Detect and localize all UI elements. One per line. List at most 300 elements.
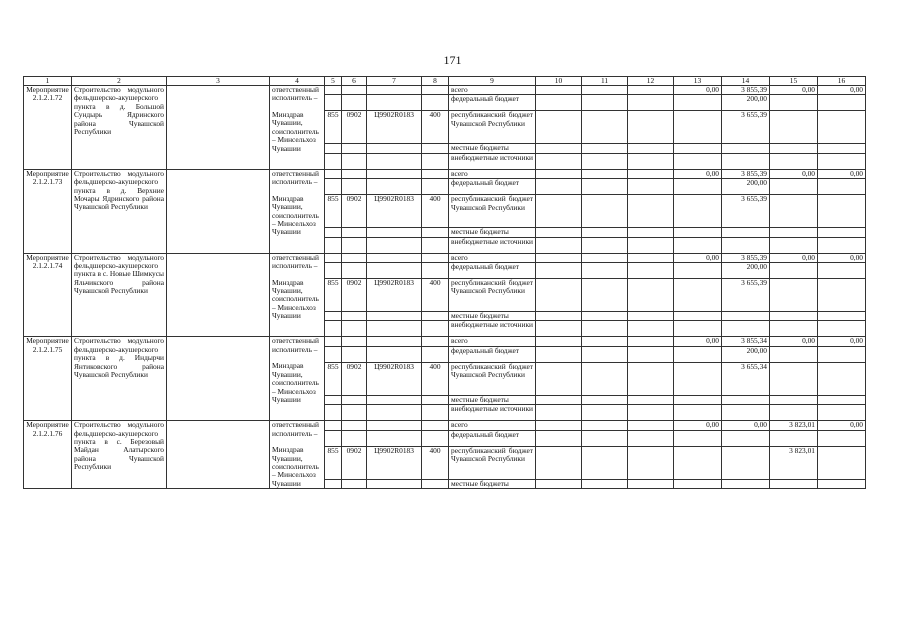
code-rzpr: 0902 <box>342 446 367 479</box>
empty-cell <box>325 430 342 446</box>
event-id: Мероприятие 2.1.2.1.75 <box>24 337 72 421</box>
funding-source: всего <box>449 253 536 262</box>
empty-cell <box>342 253 367 262</box>
empty-cell <box>674 279 722 312</box>
empty-cell <box>536 430 582 446</box>
empty-cell <box>536 179 582 195</box>
empty-cell <box>770 405 818 421</box>
empty-cell <box>536 395 582 404</box>
event-id: Мероприятие 2.1.2.1.76 <box>24 421 72 489</box>
empty-cell <box>367 86 422 95</box>
empty-cell <box>722 405 770 421</box>
empty-cell <box>674 446 722 479</box>
header-cell: 10 <box>536 77 582 86</box>
empty-cell <box>582 144 628 153</box>
empty-cell <box>674 362 722 395</box>
empty-cell <box>582 337 628 346</box>
funding-source: всего <box>449 421 536 430</box>
empty-cell <box>367 237 422 253</box>
empty-cell <box>367 228 422 237</box>
empty-cell <box>422 479 449 488</box>
empty-cell <box>325 153 342 169</box>
value-cell: 3 855,39 <box>722 169 770 178</box>
empty-cell <box>422 421 449 430</box>
empty-cell <box>582 153 628 169</box>
empty-cell <box>722 237 770 253</box>
responsible-top: ответственный исполнитель – <box>270 86 325 111</box>
responsible-bottom: Минздрав Чувашии, соисполнитель – Минсельхоз Чувашии <box>270 195 325 253</box>
empty-cell <box>536 362 582 395</box>
empty-cell <box>674 263 722 279</box>
empty-cell <box>367 479 422 488</box>
header-cell: 7 <box>367 77 422 86</box>
empty-cell <box>342 430 367 446</box>
empty-cell <box>536 95 582 111</box>
code-csr: Ц9902R0183 <box>367 195 422 228</box>
empty-cell <box>536 479 582 488</box>
event-name: Строительство модульного фельдшерско-акушерского пункта в с. Новые Шимкусы Яльчикского района Чувашской Республики <box>72 253 167 337</box>
value-cell: 3 855,39 <box>722 253 770 262</box>
header-row <box>24 77 866 86</box>
empty-cell <box>722 446 770 479</box>
empty-cell <box>770 263 818 279</box>
empty-cell <box>325 405 342 421</box>
responsible-bottom: Минздрав Чувашии, соисполнитель – Минсельхоз Чувашии <box>270 111 325 169</box>
code-grbs: 855 <box>325 362 342 395</box>
empty-cell <box>818 346 866 362</box>
empty-cell <box>628 153 674 169</box>
empty-cell <box>582 346 628 362</box>
code-vr: 400 <box>422 111 449 144</box>
funding-source: местные бюджеты <box>449 395 536 404</box>
empty-cell <box>818 321 866 337</box>
empty-cell <box>325 337 342 346</box>
funding-source: внебюджетные источники <box>449 405 536 421</box>
empty-cell <box>167 86 270 170</box>
code-csr: Ц9902R0183 <box>367 111 422 144</box>
empty-cell <box>628 337 674 346</box>
empty-cell <box>342 179 367 195</box>
responsible-bottom: Минздрав Чувашии, соисполнитель – Минсельхоз Чувашии <box>270 362 325 420</box>
empty-cell <box>818 479 866 488</box>
value-cell: 200,00 <box>722 179 770 195</box>
empty-cell <box>770 479 818 488</box>
code-rzpr: 0902 <box>342 362 367 395</box>
value-cell: 0,00 <box>674 169 722 178</box>
empty-cell <box>770 195 818 228</box>
code-vr: 400 <box>422 446 449 479</box>
value-cell: 0,00 <box>818 337 866 346</box>
event-name: Строительство модульного фельдшерско-акушерского пункта в с. Березовый Майдан Алатырского района Чувашской Республики <box>72 421 167 489</box>
empty-cell <box>582 86 628 95</box>
empty-cell <box>582 312 628 321</box>
empty-cell <box>536 337 582 346</box>
empty-cell <box>536 86 582 95</box>
empty-cell <box>367 421 422 430</box>
responsible-top: ответственный исполнитель – <box>270 337 325 362</box>
empty-cell <box>818 179 866 195</box>
code-rzpr: 0902 <box>342 279 367 312</box>
empty-cell <box>325 253 342 262</box>
header-cell: 3 <box>167 77 270 86</box>
empty-cell <box>422 321 449 337</box>
header-cell: 13 <box>674 77 722 86</box>
empty-cell <box>422 228 449 237</box>
empty-cell <box>770 95 818 111</box>
empty-cell <box>367 346 422 362</box>
empty-cell <box>628 346 674 362</box>
funding-source: республиканский бюджет Чувашской Республики <box>449 362 536 395</box>
empty-cell <box>674 321 722 337</box>
event-id: Мероприятие 2.1.2.1.74 <box>24 253 72 337</box>
empty-cell <box>770 144 818 153</box>
empty-cell <box>422 237 449 253</box>
empty-cell <box>422 395 449 404</box>
empty-cell <box>818 312 866 321</box>
empty-cell <box>674 237 722 253</box>
code-csr: Ц9902R0183 <box>367 362 422 395</box>
empty-cell <box>770 395 818 404</box>
empty-cell <box>367 153 422 169</box>
empty-cell <box>342 421 367 430</box>
empty-cell <box>325 346 342 362</box>
empty-cell <box>582 395 628 404</box>
empty-cell <box>422 253 449 262</box>
empty-cell <box>674 405 722 421</box>
empty-cell <box>582 362 628 395</box>
empty-cell <box>628 395 674 404</box>
empty-cell <box>422 144 449 153</box>
empty-cell <box>818 395 866 404</box>
empty-cell <box>628 95 674 111</box>
empty-cell <box>342 405 367 421</box>
empty-cell <box>582 253 628 262</box>
empty-cell <box>582 111 628 144</box>
empty-cell <box>674 95 722 111</box>
value-cell: 0,00 <box>770 169 818 178</box>
empty-cell <box>770 430 818 446</box>
empty-cell <box>770 321 818 337</box>
empty-cell <box>722 228 770 237</box>
funding-source: федеральный бюджет <box>449 95 536 111</box>
empty-cell <box>628 405 674 421</box>
value-cell: 0,00 <box>770 337 818 346</box>
funding-source: федеральный бюджет <box>449 263 536 279</box>
empty-cell <box>674 346 722 362</box>
empty-cell <box>325 237 342 253</box>
empty-cell <box>536 279 582 312</box>
empty-cell <box>628 279 674 312</box>
empty-cell <box>325 144 342 153</box>
empty-cell <box>628 253 674 262</box>
empty-cell <box>536 111 582 144</box>
value-cell: 200,00 <box>722 346 770 362</box>
value-cell: 0,00 <box>818 86 866 95</box>
empty-cell <box>722 312 770 321</box>
empty-cell <box>818 111 866 144</box>
empty-cell <box>770 153 818 169</box>
funding-source: республиканский бюджет Чувашской Республики <box>449 195 536 228</box>
funding-source: внебюджетные источники <box>449 153 536 169</box>
event-id: Мероприятие 2.1.2.1.73 <box>24 169 72 253</box>
header-cell: 12 <box>628 77 674 86</box>
code-grbs: 855 <box>325 111 342 144</box>
code-rzpr: 0902 <box>342 195 367 228</box>
empty-cell <box>722 395 770 404</box>
empty-cell <box>422 95 449 111</box>
funding-source: местные бюджеты <box>449 479 536 488</box>
empty-cell <box>818 195 866 228</box>
empty-cell <box>342 321 367 337</box>
empty-cell <box>536 346 582 362</box>
funding-source: местные бюджеты <box>449 144 536 153</box>
empty-cell <box>536 421 582 430</box>
empty-cell <box>770 111 818 144</box>
empty-cell <box>536 446 582 479</box>
empty-cell <box>818 263 866 279</box>
empty-cell <box>582 95 628 111</box>
header-cell: 14 <box>722 77 770 86</box>
event-name: Строительство модульного фельдшерско-акушерского пункта в д. Верхние Мочары Ядринского района Чувашской Республики <box>72 169 167 253</box>
funding-source: федеральный бюджет <box>449 430 536 446</box>
empty-cell <box>536 195 582 228</box>
empty-cell <box>770 346 818 362</box>
empty-cell <box>536 321 582 337</box>
empty-cell <box>722 430 770 446</box>
empty-cell <box>167 337 270 421</box>
empty-cell <box>342 395 367 404</box>
budget-table <box>23 76 866 489</box>
empty-cell <box>722 144 770 153</box>
funding-source: внебюджетные источники <box>449 237 536 253</box>
empty-cell <box>422 179 449 195</box>
empty-cell <box>422 86 449 95</box>
value-cell: 3 655,39 <box>722 195 770 228</box>
empty-cell <box>628 312 674 321</box>
empty-cell <box>582 228 628 237</box>
header-cell: 11 <box>582 77 628 86</box>
value-cell: 3 855,39 <box>722 86 770 95</box>
page-number: 171 <box>443 53 462 67</box>
empty-cell <box>628 321 674 337</box>
value-cell: 3 655,39 <box>722 111 770 144</box>
header-cell: 1 <box>24 77 72 86</box>
value-cell: 3 855,34 <box>722 337 770 346</box>
header-cell: 16 <box>818 77 866 86</box>
empty-cell <box>582 321 628 337</box>
empty-cell <box>367 179 422 195</box>
responsible-bottom: Минздрав Чувашии, соисполнитель – Минсельхоз Чувашии <box>270 279 325 337</box>
responsible-top: ответственный исполнитель – <box>270 421 325 446</box>
empty-cell <box>325 86 342 95</box>
header-cell: 8 <box>422 77 449 86</box>
table-row <box>24 253 866 262</box>
empty-cell <box>770 179 818 195</box>
empty-cell <box>367 337 422 346</box>
funding-source: республиканский бюджет Чувашской Республики <box>449 111 536 144</box>
empty-cell <box>722 479 770 488</box>
value-cell: 0,00 <box>674 421 722 430</box>
empty-cell <box>325 179 342 195</box>
empty-cell <box>582 405 628 421</box>
empty-cell <box>674 153 722 169</box>
empty-cell <box>536 237 582 253</box>
empty-cell <box>422 153 449 169</box>
funding-source: федеральный бюджет <box>449 346 536 362</box>
empty-cell <box>582 169 628 178</box>
code-grbs: 855 <box>325 446 342 479</box>
code-vr: 400 <box>422 362 449 395</box>
header-cell: 4 <box>270 77 325 86</box>
empty-cell <box>536 144 582 153</box>
empty-cell <box>770 237 818 253</box>
value-cell: 0,00 <box>770 86 818 95</box>
empty-cell <box>342 312 367 321</box>
code-rzpr: 0902 <box>342 111 367 144</box>
value-cell: 0,00 <box>722 421 770 430</box>
empty-cell <box>818 405 866 421</box>
code-csr: Ц9902R0183 <box>367 279 422 312</box>
empty-cell <box>818 446 866 479</box>
empty-cell <box>342 169 367 178</box>
empty-cell <box>628 479 674 488</box>
empty-cell <box>722 321 770 337</box>
code-csr: Ц9902R0183 <box>367 446 422 479</box>
empty-cell <box>628 362 674 395</box>
empty-cell <box>628 421 674 430</box>
empty-cell <box>536 169 582 178</box>
empty-cell <box>325 395 342 404</box>
value-cell: 3 823,01 <box>770 446 818 479</box>
header-cell: 6 <box>342 77 367 86</box>
funding-source: местные бюджеты <box>449 312 536 321</box>
table-row <box>24 421 866 430</box>
empty-cell <box>770 362 818 395</box>
funding-source: республиканский бюджет Чувашской Республики <box>449 446 536 479</box>
value-cell: 0,00 <box>818 253 866 262</box>
empty-cell <box>536 263 582 279</box>
empty-cell <box>167 253 270 337</box>
empty-cell <box>367 312 422 321</box>
empty-cell <box>818 362 866 395</box>
empty-cell <box>325 228 342 237</box>
empty-cell <box>342 237 367 253</box>
empty-cell <box>628 144 674 153</box>
table-row <box>24 337 866 346</box>
empty-cell <box>770 279 818 312</box>
value-cell: 0,00 <box>674 86 722 95</box>
empty-cell <box>367 253 422 262</box>
empty-cell <box>818 144 866 153</box>
empty-cell <box>536 253 582 262</box>
empty-cell <box>628 195 674 228</box>
empty-cell <box>342 228 367 237</box>
empty-cell <box>628 446 674 479</box>
empty-cell <box>536 153 582 169</box>
empty-cell <box>325 312 342 321</box>
value-cell: 200,00 <box>722 263 770 279</box>
empty-cell <box>628 111 674 144</box>
empty-cell <box>582 195 628 228</box>
empty-cell <box>325 263 342 279</box>
empty-cell <box>367 169 422 178</box>
event-id: Мероприятие 2.1.2.1.72 <box>24 86 72 170</box>
empty-cell <box>367 395 422 404</box>
empty-cell <box>674 228 722 237</box>
empty-cell <box>582 479 628 488</box>
empty-cell <box>582 421 628 430</box>
empty-cell <box>422 337 449 346</box>
responsible-top: ответственный исполнитель – <box>270 169 325 194</box>
empty-cell <box>325 321 342 337</box>
empty-cell <box>628 237 674 253</box>
empty-cell <box>628 179 674 195</box>
code-vr: 400 <box>422 279 449 312</box>
empty-cell <box>818 95 866 111</box>
responsible-top: ответственный исполнитель – <box>270 253 325 278</box>
code-grbs: 855 <box>325 279 342 312</box>
empty-cell <box>818 153 866 169</box>
empty-cell <box>582 237 628 253</box>
empty-cell <box>422 405 449 421</box>
empty-cell <box>422 169 449 178</box>
empty-cell <box>325 479 342 488</box>
empty-cell <box>342 337 367 346</box>
table-row <box>24 169 866 178</box>
funding-source: всего <box>449 86 536 95</box>
empty-cell <box>674 111 722 144</box>
empty-cell <box>582 263 628 279</box>
empty-cell <box>536 228 582 237</box>
responsible-bottom: Минздрав Чувашии, соисполнитель – Минсельхоз Чувашии <box>270 446 325 489</box>
empty-cell <box>674 144 722 153</box>
funding-source: республиканский бюджет Чувашской Республики <box>449 279 536 312</box>
empty-cell <box>818 430 866 446</box>
event-name: Строительство модульного фельдшерско-акушерского пункта в д. Большой Сундырь Ядринского района Чувашской Республики <box>72 86 167 170</box>
empty-cell <box>582 446 628 479</box>
empty-cell <box>325 169 342 178</box>
value-cell: 0,00 <box>818 169 866 178</box>
header-cell: 2 <box>72 77 167 86</box>
empty-cell <box>674 395 722 404</box>
empty-cell <box>422 263 449 279</box>
empty-cell <box>367 144 422 153</box>
value-cell: 3 655,39 <box>722 279 770 312</box>
empty-cell <box>422 346 449 362</box>
event-name: Строительство модульного фельдшерско-акушерского пункта в д. Индырчи Янтиковского района Чувашской Республики <box>72 337 167 421</box>
empty-cell <box>325 421 342 430</box>
empty-cell <box>367 95 422 111</box>
empty-cell <box>367 321 422 337</box>
value-cell: 3 655,34 <box>722 362 770 395</box>
header-cell: 9 <box>449 77 536 86</box>
code-grbs: 855 <box>325 195 342 228</box>
empty-cell <box>674 479 722 488</box>
empty-cell <box>674 312 722 321</box>
funding-source: внебюджетные источники <box>449 321 536 337</box>
empty-cell <box>628 169 674 178</box>
empty-cell <box>818 279 866 312</box>
empty-cell <box>628 86 674 95</box>
empty-cell <box>674 179 722 195</box>
header-cell: 15 <box>770 77 818 86</box>
empty-cell <box>818 237 866 253</box>
empty-cell <box>167 421 270 489</box>
empty-cell <box>367 263 422 279</box>
empty-cell <box>628 430 674 446</box>
empty-cell <box>582 279 628 312</box>
empty-cell <box>770 312 818 321</box>
